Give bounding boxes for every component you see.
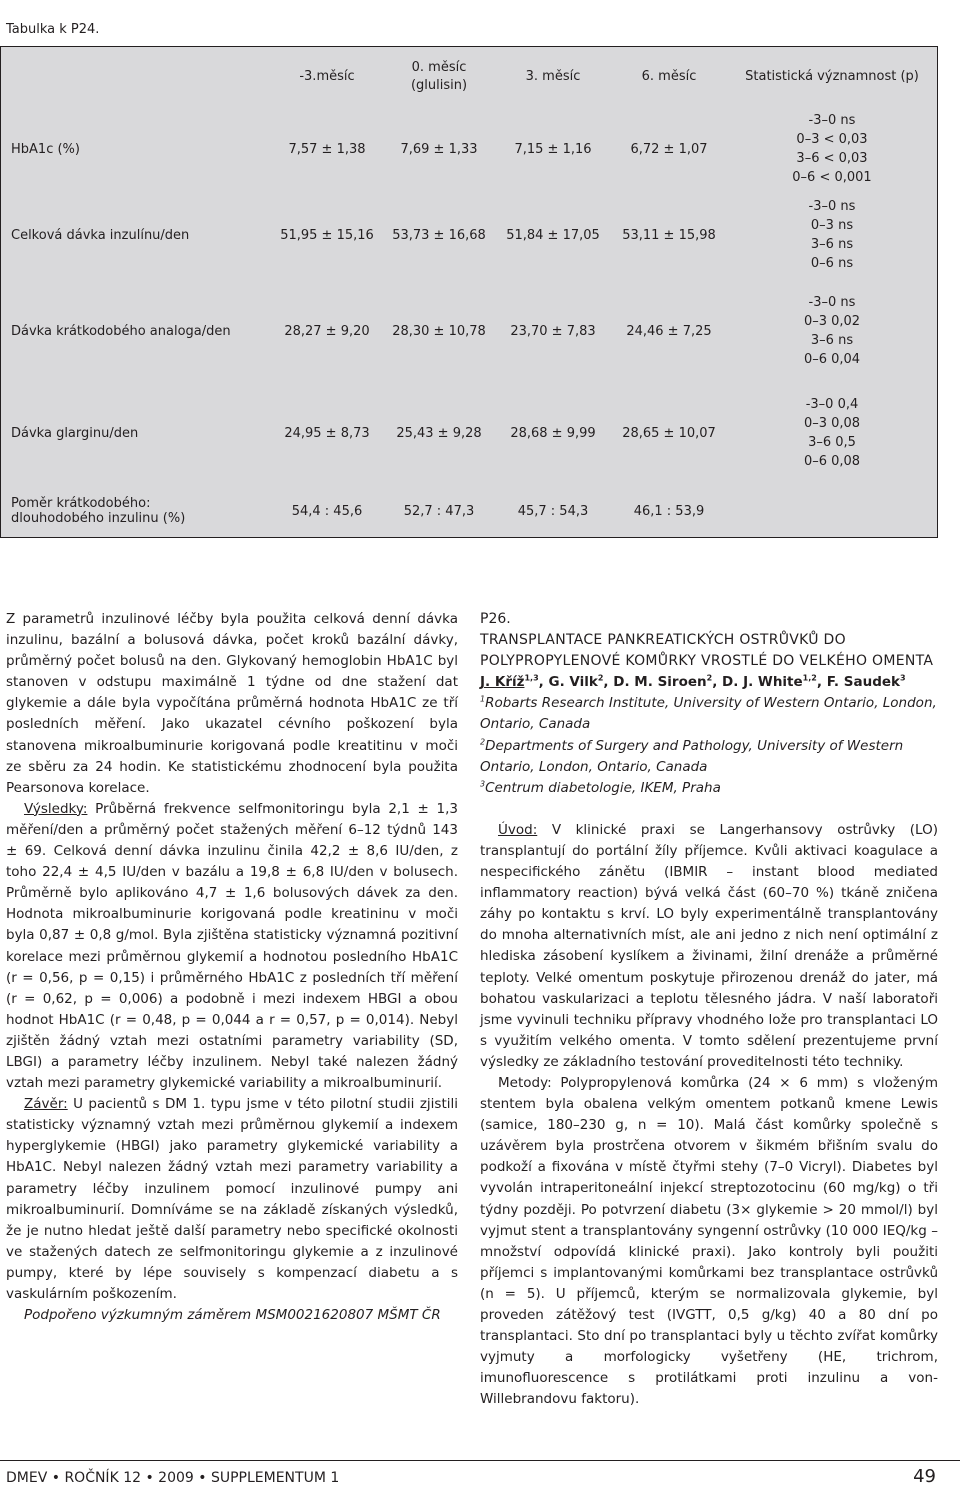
spacer [480, 799, 938, 820]
author-list [480, 672, 938, 693]
author-name: G. Vilk$^2$, [548, 673, 614, 691]
significance-cell [727, 483, 937, 539]
results-paragraph [6, 799, 458, 1094]
significance-line: 3–6 < 0,03 [796, 151, 868, 166]
table-cell: 53,73 ± 16,68 [392, 227, 486, 243]
table-row [1, 107, 937, 191]
table-cell: 28,68 ± 9,99 [510, 425, 596, 441]
significance-line: 0–6 < 0,001 [792, 170, 872, 185]
table-cell: 53,11 ± 15,98 [622, 227, 716, 243]
header-month-minus3: -3.měsíc [299, 69, 355, 84]
author-name: D. J. White$^{1,2}$, [722, 673, 827, 691]
results-label: Výsledky: [24, 800, 88, 817]
author-name: J. Kříž$^{1,3}$, [480, 673, 549, 691]
significance-line: 0–3 0,08 [803, 416, 861, 431]
left-column [6, 609, 458, 1326]
header-month-0-label: 0. měsíc [411, 60, 467, 75]
table-cell: 24,46 ± 7,25 [626, 323, 712, 339]
abstract-title: TRANSPLANTACE PANKREATICKÝCH OSTRŮVKŮ DO POLYPROPYLENOVÉ KOMŮRKY VROSTLÉ DO VELKÉHO OMENTA [480, 632, 934, 670]
table-cell: 23,70 ± 7,83 [510, 323, 596, 339]
results-text: Průběrná frekvence selfmonitoringu byla 2,1 ± 1,3 měření/den a průměrný počet stažených měření 6–12 týdnů 143 ± 69. Celková denní dávka inzulinu činila 42,2 ± 8,6 IU/den, z toho 22,4 ± 4,5 IU/den v bazálu a 19,8 ± 6,8 IU/den v bolusech. Průměrně bylo aplikováno 4,7 ± 1,6 bolusových dávek za den. Hodnota mikroalbuminurie korigovaná podle kreatininu v moči byla 0,87 ± 0,8 g/mol. Byla zjištěna statisticky významná pozitivní korelace mezi průměrnou glykemií a hodnotou posledního HbA1C (r = 0,56, p = 0,15) i průměrného HbA1C z posledních tří měření (r = 0,62, p = 0,006) a podobně i mezi indexem HBGI a obou hodnot HbA1C (r = 0,48, p = 0,044 a r = 0,57, p = 0,014). Nebyl zjištěn žádný vztah mezi ostatními parametry variability (SD, LBGI) a parametry léčby inzulinem. Nebyl také nalezen žádný vztah mezi parametry glykemické variability a mikroalbuminurií. [6, 800, 458, 1092]
significance-cell [727, 107, 937, 191]
conclusion-label: Závěr: [24, 1096, 68, 1113]
significance-line: 0–6 ns [810, 256, 854, 271]
significance-line: 3–6 ns [810, 333, 854, 348]
results-table [0, 46, 938, 538]
conclusion-text: U pacientů s DM 1. typu jsme v této pilotní studii zjistili statisticky významný vztah mezi průměrnou glykemií a indexem hyperglykemie (HBGI) jako parametry glykemické variability a HbA1C. Nebyl nalezen žádný vztah mezi parametry variability a parametry léčby inzulinem pomocí inzulinové pumpy ani mikroalbuminurií. Domníváme se na základě získaných výsledků, že je nutno hledat ještě další parametry nebo specifické okolnosti ve stažených datech ze selfmonitoringu glykemie a z inzulinové pumpy, které by lépe souvisely s kompenzací diabetu a s vaskulárním poškozením. [6, 1096, 458, 1302]
significance-line: 0–3 0,02 [803, 314, 861, 329]
significance-line: 0–6 0,08 [803, 454, 861, 469]
table-cell: 45,7 : 54,3 [517, 503, 589, 519]
right-column [480, 609, 938, 1410]
footer-rule [0, 1460, 960, 1461]
header-month-0 [383, 47, 495, 107]
row-label: Dávka glarginu/den [11, 425, 139, 441]
significance-line: -3–0 ns [808, 113, 856, 128]
significance-cell [727, 383, 937, 483]
table-cell: 28,65 ± 10,07 [622, 425, 716, 441]
author-name: F. Saudek$^3$ [826, 673, 906, 691]
significance-line: 3–6 0,5 [808, 435, 856, 450]
methods-paragraph: Metody: Polypropylenová komůrka (24 × 6 mm) s vloženým stentem byla obalena velkým omentem potkanů kmene Lewis (samice, 180–230 g, n = 10). Malá část komůrky společně s uzávěrem byla prostrčena otvorem v šikmém břišním svalu do podkoží a fixována v místě čtyřmi stehy (7–0 Vicryl). Diabetes byl vyvolán intraperitoneální injekcí streptozotocinu (60 mg/kg) o tři týdny později. Po potvrzení diabetu (3× glykemie > 20 mmol/l) byl vyjmut stent a transplantovány syngenní ostrůvky (10 000 IEQ/kg – množství odpovídá klinické praxi). Jako kontroly byli použiti příjemci s implantovanými komůrkami bez transplantace ostrůvků (n = 5). U příjemců, kterým se normalizovala glykemie, byl proveden zátěžový test (IVGTT, 0,5 g/kg) 40 a 80 dní po transplantaci. Sto dní po transplantaci byly u těchto zvířat komůrky vyjmuty a morfologicky vyšetřeny (HE, trichrom, imunofluorescence s protilátkami proti inzulinu a von-Willebrandovu faktoru). [480, 1074, 938, 1408]
intro-text: V klinické praxi se Langerhansovy ostrůvky (LO) transplantují do portální žíly příjemce. Kvůli aktivaci koagulace a nespecifického zánětu (IBMIR – instant blood mediated inflammatory reaction) bývá velká část (60–70 %) tkáně zničena záhy po kontaktu s krví. LO byly experimentálně transplantovány do mnoha alternativních míst, ale ani jedno z nich není optimální z hlediska zásobení kyslíkem a živinami, žilní drenáže a průměrné teploty. Velké omentum poskytuje přirozenou drenáž do jater, má bohatou vaskularizaci a teplotu tělesného jádra. V naší laboratoři jsme vyvinuli techniku přípravy vhodného lože pro transplantaci LO s využitím velkého omenta. V tomto sdělení prezentujeme první výsledky ze základního testování proveditelnosti této techniky. [480, 821, 938, 1070]
table-row [1, 383, 937, 483]
header-month-3: 3. měsíc [525, 69, 581, 84]
table-caption: Tabulka k P24. [6, 22, 100, 37]
significance-line: -3–0 0,4 [805, 397, 859, 412]
table-cell: 54,4 : 45,6 [291, 503, 363, 519]
significance-line: -3–0 ns [808, 199, 856, 214]
intro-label: Úvod: [498, 821, 538, 838]
table-cell: 7,57 ± 1,38 [288, 141, 366, 157]
page-number: 49 [913, 1466, 936, 1487]
significance-line: 0–3 < 0,03 [796, 132, 868, 147]
row-label: Dávka krátkodobého analoga/den [11, 323, 231, 339]
significance-line: -3–0 ns [808, 295, 856, 310]
row-label-line: dlouhodobého inzulinu (%) [11, 511, 186, 526]
significance-cell [727, 279, 937, 383]
table-cell: 7,69 ± 1,33 [400, 141, 478, 157]
significance-line: 0–6 0,04 [803, 352, 861, 367]
table-row [1, 483, 937, 539]
table-header-row [1, 47, 937, 107]
table-cell: 51,95 ± 15,16 [280, 227, 374, 243]
header-month-6: 6. měsíc [641, 69, 697, 84]
header-month-0-note: (glulisin) [410, 78, 468, 93]
intro-paragraph [480, 820, 938, 1073]
conclusion-paragraph [6, 1094, 458, 1305]
table-cell: 6,72 ± 1,07 [630, 141, 708, 157]
row-label: Celková dávka inzulínu/den [11, 227, 190, 243]
affiliation: $^3$Centrum diabetologie, IKEM, Praha [480, 779, 721, 796]
significance-line: 3–6 ns [810, 237, 854, 252]
table-cell: 28,27 ± 9,20 [284, 323, 370, 339]
significance-cell [727, 191, 937, 279]
methods-paragraph: Z parametrů inzulinové léčby byla použita celková denní dávka inzulinu, bazální a bolusová dávka, počet kroků bazální dávky, průměrný počet bolusů na den. Glykovaný hemoglobin HbA1C byl stanoven v odstupu maximálně 1 týdne od dne stažení dat glykemie a dále byla vypočítána průměrná hodnota HbA1C ze tří posledních měření. Jako ukazatel cévního poškození byla stanovena mikroalbuminurie korigovaná podle kreatitinu v moči ze sběru za 24 hodin. Ke statistickému zhodnocení byla použita Pearsonova korelace. [6, 611, 458, 796]
row-label: HbA1c (%) [11, 141, 80, 157]
header-significance: Statistická významnost (p) [745, 69, 919, 84]
table-row [1, 279, 937, 383]
table-cell: 7,15 ± 1,16 [514, 141, 592, 157]
row-label [1, 483, 271, 539]
row-label-line: Poměr krátkodobého: [11, 496, 151, 511]
author-name: D. M. Siroen$^2$, [613, 673, 723, 691]
table-cell: 51,84 ± 17,05 [506, 227, 600, 243]
affiliation: $^2$Departments of Surgery and Pathology, University of Western Ontario, London, Ontario, Canada [480, 737, 904, 775]
table-cell: 24,95 ± 8,73 [284, 425, 370, 441]
table-cell: 46,1 : 53,9 [633, 503, 705, 519]
significance-line: 0–3 ns [810, 218, 854, 233]
journal-footer: DMEV • ROČNÍK 12 • 2009 • SUPPLEMENTUM 1 [6, 1470, 340, 1486]
header-empty-cell [1, 47, 271, 107]
affiliation: $^1$Robarts Research Institute, University of Western Ontario, London, Ontario, Canada [480, 694, 937, 733]
abstract-id: P26. [480, 611, 511, 627]
table-cell: 28,30 ± 10,78 [392, 323, 486, 339]
table-row [1, 191, 937, 279]
table-cell: 25,43 ± 9,28 [396, 425, 482, 441]
table-cell: 52,7 : 47,3 [403, 503, 475, 519]
support-note: Podpořeno výzkumným záměrem MSM0021620807 MŠMT ČR [24, 1307, 441, 1324]
